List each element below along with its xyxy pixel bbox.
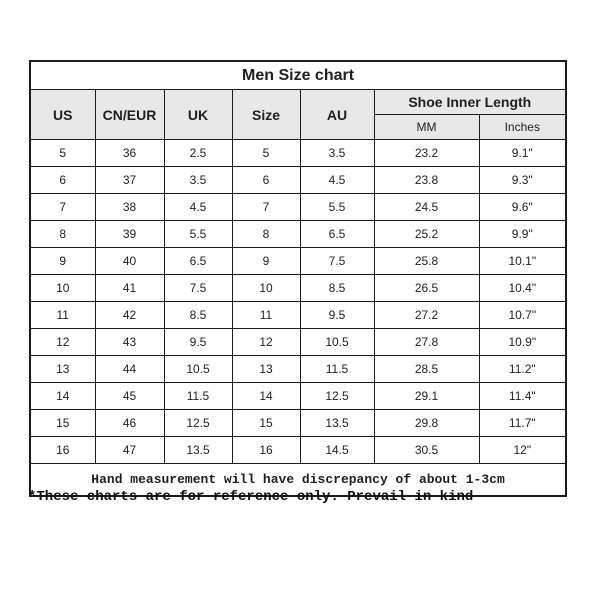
table-cell: 41 — [95, 275, 164, 302]
table-cell: 3.5 — [164, 167, 232, 194]
table-cell: 9.5 — [300, 302, 374, 329]
table-cell: 7 — [232, 194, 300, 221]
column-header-mm: MM — [374, 115, 479, 140]
table-cell: 13.5 — [300, 410, 374, 437]
table-cell: 7.5 — [300, 248, 374, 275]
table-title-row — [30, 61, 566, 90]
table-header-row — [30, 90, 566, 115]
table-cell: 10.1" — [479, 248, 566, 275]
table-cell: 3.5 — [300, 140, 374, 167]
table-cell: 9.3" — [479, 167, 566, 194]
table-cell: 16 — [30, 437, 95, 464]
table-cell: 36 — [95, 140, 164, 167]
table-row — [30, 140, 566, 167]
table-cell: 11.7" — [479, 410, 566, 437]
table-cell: 9 — [30, 248, 95, 275]
table-cell: 9.9" — [479, 221, 566, 248]
table-row — [30, 275, 566, 302]
column-header-us: US — [30, 90, 95, 140]
table-row — [30, 221, 566, 248]
table-cell: 14 — [30, 383, 95, 410]
table-cell: 11.5 — [300, 356, 374, 383]
table-cell: 27.2 — [374, 302, 479, 329]
table-cell: 10 — [232, 275, 300, 302]
table-row — [30, 302, 566, 329]
column-header-uk: UK — [164, 90, 232, 140]
table-cell: 6.5 — [300, 221, 374, 248]
table-cell: 38 — [95, 194, 164, 221]
table-cell: 47 — [95, 437, 164, 464]
table-cell: 6.5 — [164, 248, 232, 275]
table-cell: 23.2 — [374, 140, 479, 167]
table-cell: 40 — [95, 248, 164, 275]
table-cell: 9.6" — [479, 194, 566, 221]
table-cell: 12.5 — [164, 410, 232, 437]
table-cell: 26.5 — [374, 275, 479, 302]
table-cell: 7.5 — [164, 275, 232, 302]
table-cell: 29.1 — [374, 383, 479, 410]
table-cell: 42 — [95, 302, 164, 329]
table-cell: 6 — [30, 167, 95, 194]
table-cell: 8.5 — [164, 302, 232, 329]
table-cell: 5 — [232, 140, 300, 167]
table-cell: 30.5 — [374, 437, 479, 464]
table-cell: 28.5 — [374, 356, 479, 383]
table-row — [30, 167, 566, 194]
table-cell: 8 — [30, 221, 95, 248]
table-cell: 10.4" — [479, 275, 566, 302]
table-cell: 10 — [30, 275, 95, 302]
table-cell: 37 — [95, 167, 164, 194]
reference-note: *These charts are for reference only. Prevail in kind — [28, 489, 474, 505]
table-cell: 9.1" — [479, 140, 566, 167]
table-cell: 5.5 — [300, 194, 374, 221]
table-row — [30, 383, 566, 410]
column-header-inches: Inches — [479, 115, 566, 140]
table-row — [30, 410, 566, 437]
table-cell: 24.5 — [374, 194, 479, 221]
table-cell: 4.5 — [164, 194, 232, 221]
table-cell: 13 — [30, 356, 95, 383]
table-title: Men Size chart — [30, 61, 566, 90]
table-cell: 8 — [232, 221, 300, 248]
table-cell: 11 — [30, 302, 95, 329]
table-cell: 25.2 — [374, 221, 479, 248]
table-cell: 10.5 — [300, 329, 374, 356]
table-cell: 12" — [479, 437, 566, 464]
table-cell: 8.5 — [300, 275, 374, 302]
men-size-chart-table — [29, 60, 567, 497]
table-cell: 10.7" — [479, 302, 566, 329]
column-header-au: AU — [300, 90, 374, 140]
table-cell: 29.8 — [374, 410, 479, 437]
table-cell: 12 — [232, 329, 300, 356]
table-cell: 6 — [232, 167, 300, 194]
table-cell: 46 — [95, 410, 164, 437]
table-cell: 43 — [95, 329, 164, 356]
table-cell: 44 — [95, 356, 164, 383]
table-cell: 10.5 — [164, 356, 232, 383]
table-row — [30, 437, 566, 464]
table-cell: 13.5 — [164, 437, 232, 464]
table-cell: 11.2" — [479, 356, 566, 383]
table-cell: 14 — [232, 383, 300, 410]
table-cell: 4.5 — [300, 167, 374, 194]
table-footer-note: Hand measurement will have discrepancy of about 1-3cm — [30, 464, 566, 497]
table-cell: 11.5 — [164, 383, 232, 410]
table-cell: 23.8 — [374, 167, 479, 194]
column-header-cn-eur: CN/EUR — [95, 90, 164, 140]
column-header-shoe-inner-length: Shoe Inner Length — [374, 90, 566, 115]
table-cell: 27.8 — [374, 329, 479, 356]
table-cell: 25.8 — [374, 248, 479, 275]
table-cell: 9.5 — [164, 329, 232, 356]
table-cell: 5.5 — [164, 221, 232, 248]
table-cell: 12 — [30, 329, 95, 356]
table-cell: 15 — [232, 410, 300, 437]
table-cell: 10.9" — [479, 329, 566, 356]
table-cell: 13 — [232, 356, 300, 383]
table-cell: 45 — [95, 383, 164, 410]
table-cell: 14.5 — [300, 437, 374, 464]
table-cell: 11.4" — [479, 383, 566, 410]
table-cell: 15 — [30, 410, 95, 437]
table-row — [30, 194, 566, 221]
table-cell: 39 — [95, 221, 164, 248]
table-cell: 12.5 — [300, 383, 374, 410]
table-cell: 16 — [232, 437, 300, 464]
table-row — [30, 356, 566, 383]
table-cell: 5 — [30, 140, 95, 167]
table-row — [30, 248, 566, 275]
table-cell: 9 — [232, 248, 300, 275]
table-row — [30, 329, 566, 356]
column-header-size: Size — [232, 90, 300, 140]
table-cell: 2.5 — [164, 140, 232, 167]
table-cell: 11 — [232, 302, 300, 329]
table-cell: 7 — [30, 194, 95, 221]
